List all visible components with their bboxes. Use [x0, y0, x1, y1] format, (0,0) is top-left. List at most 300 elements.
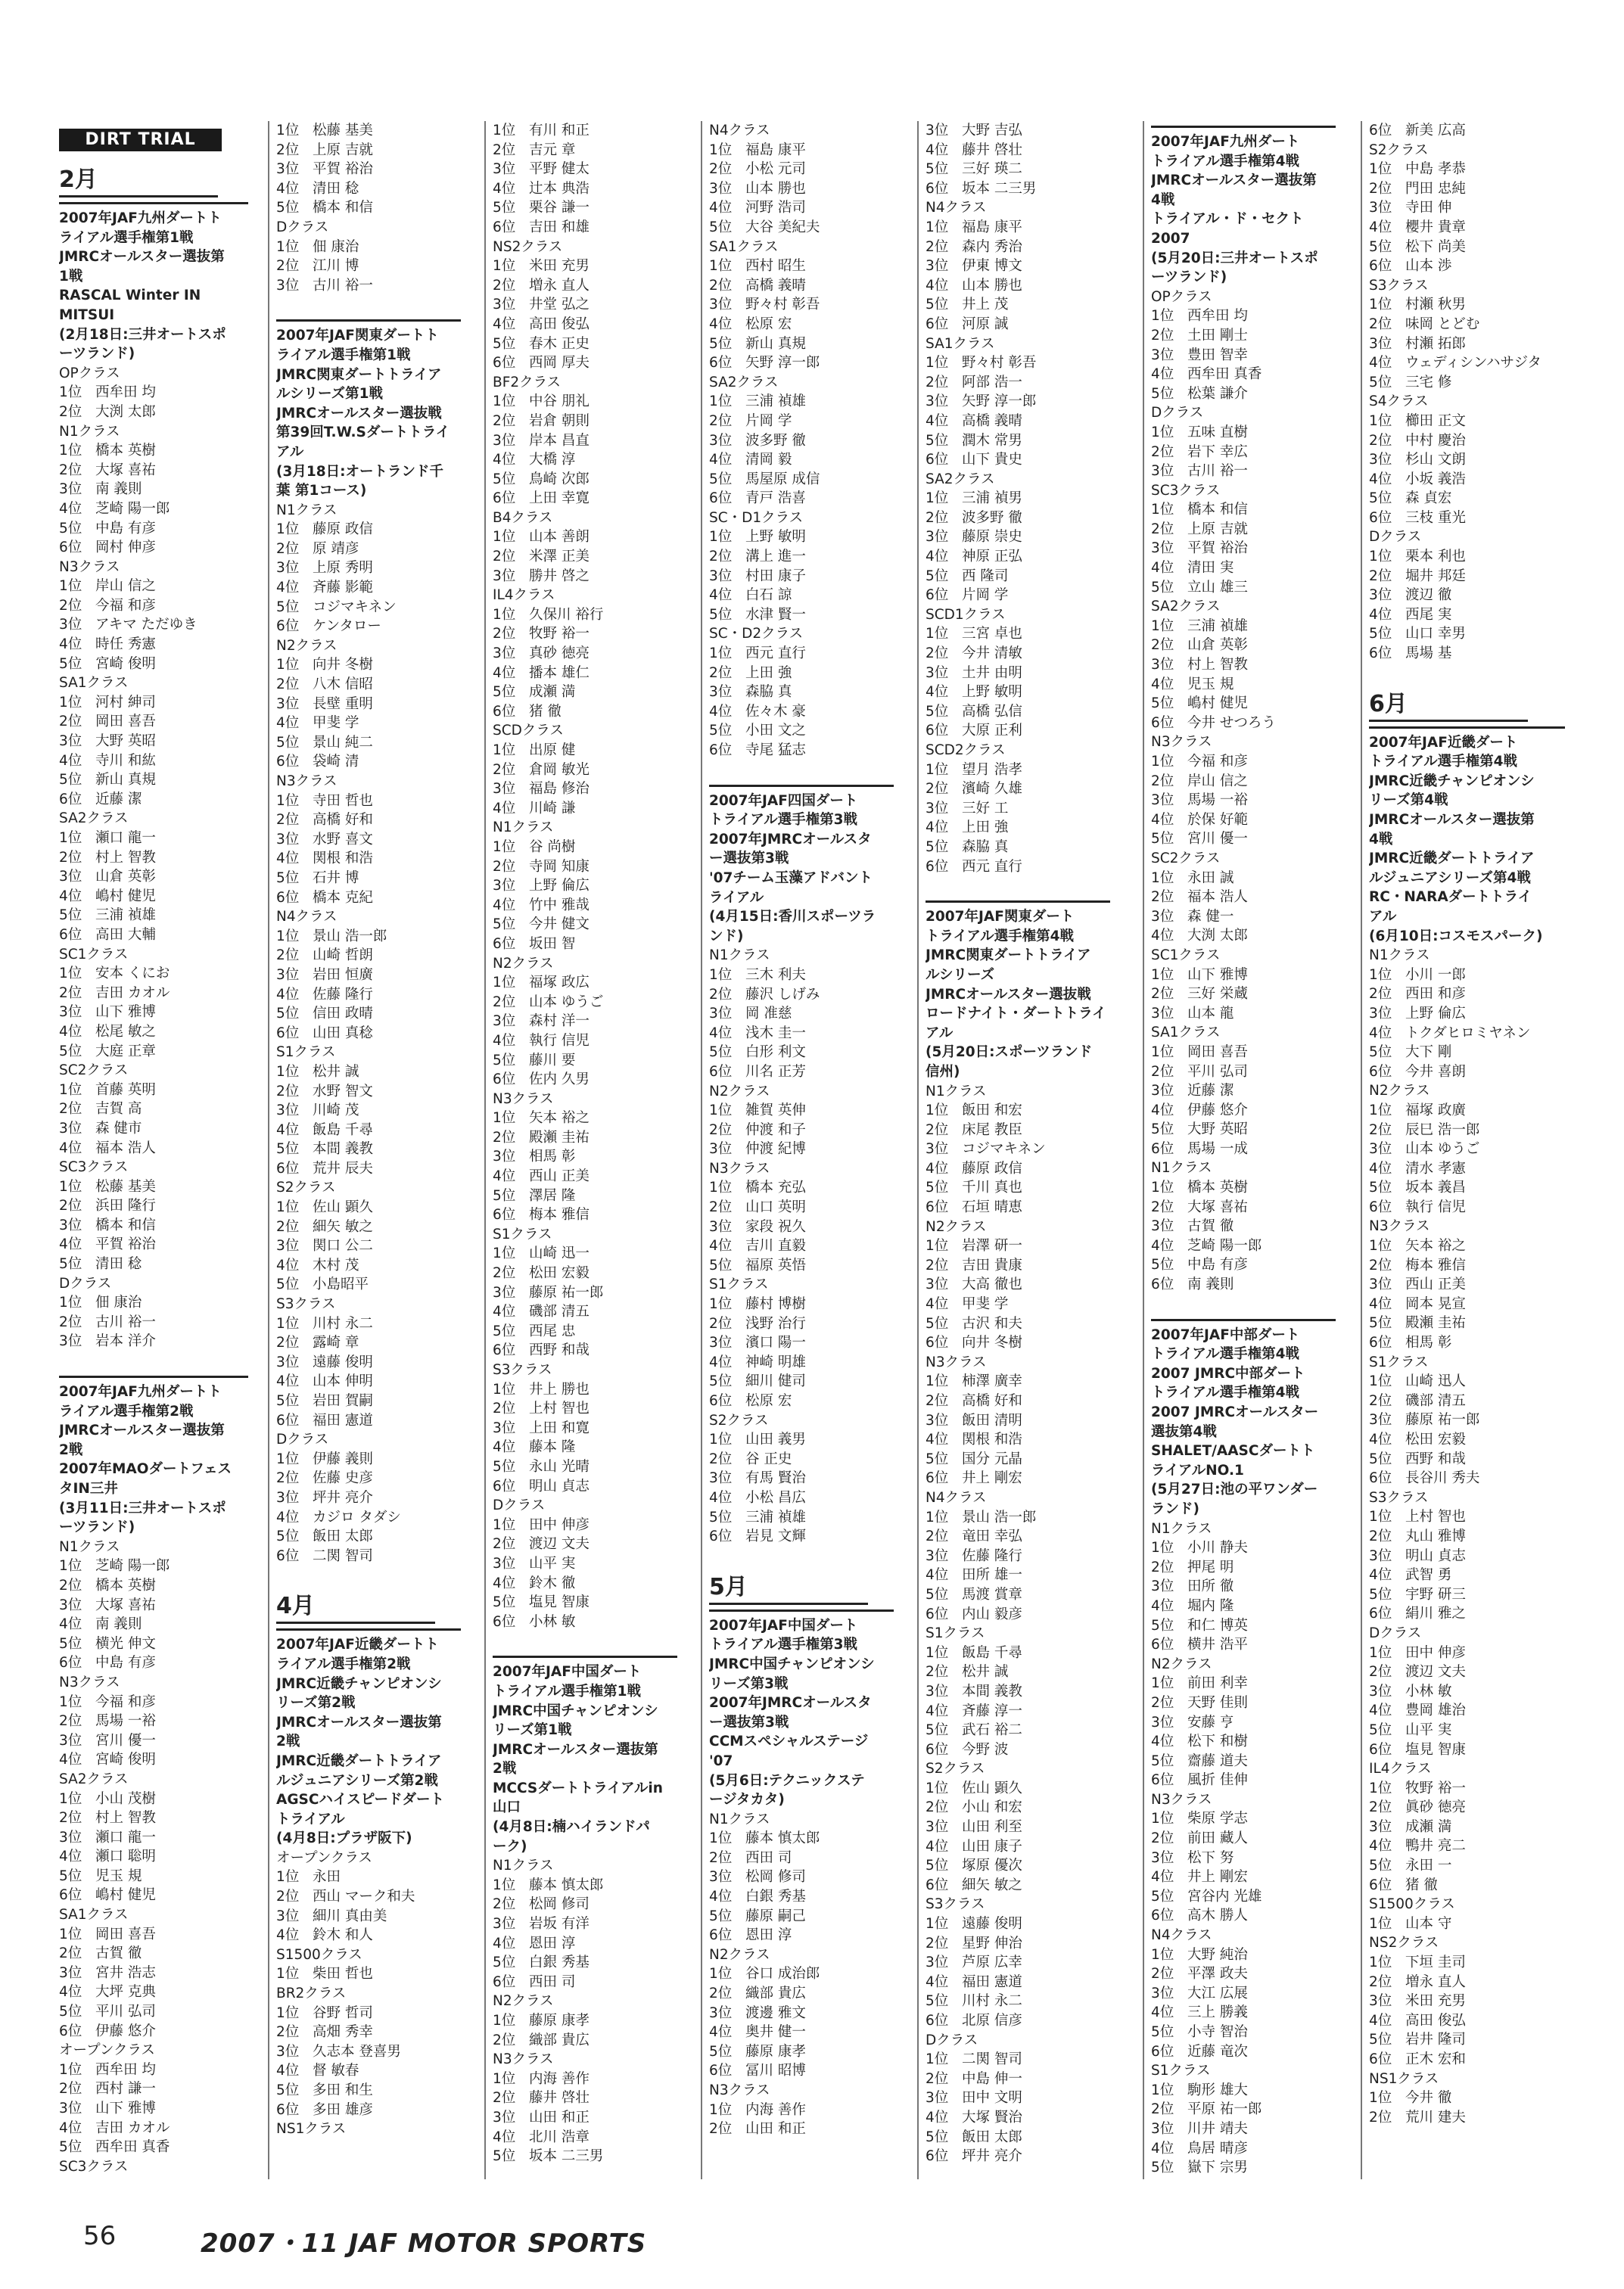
result-row — [1369, 1507, 1565, 1527]
result-row — [59, 790, 248, 810]
driver-name: 山口 英明 — [745, 1199, 806, 1216]
position: 6位 — [709, 1393, 733, 1409]
result-row — [1369, 295, 1565, 315]
position: 2位 — [1151, 637, 1174, 654]
position: 1位 — [493, 258, 516, 275]
event-title-line: アル — [276, 443, 304, 460]
result-row — [493, 1380, 677, 1400]
result-row — [926, 1333, 1110, 1353]
driver-name: 清岡 毅 — [745, 452, 792, 468]
position: 4位 — [276, 1121, 300, 1138]
position: 1位 — [926, 1644, 949, 1661]
result-row — [493, 1593, 677, 1613]
driver-name: 山本 守 — [1405, 1915, 1452, 1932]
position: 5位 — [1151, 1888, 1174, 1905]
result-row — [59, 596, 248, 616]
position: 4位 — [493, 1032, 516, 1049]
result-row — [926, 1876, 1110, 1896]
position: 5位 — [493, 916, 516, 933]
event-title — [59, 202, 248, 364]
driver-name: 伊藤 悠介 — [1187, 1102, 1248, 1118]
result-row — [1151, 1906, 1336, 1926]
result-row — [276, 1004, 461, 1024]
driver-name: 今野 波 — [962, 1741, 1009, 1758]
result-row — [709, 1333, 894, 1353]
result-row — [276, 1101, 461, 1121]
position: 6位 — [926, 1335, 949, 1351]
driver-name: 西岡 厚夫 — [529, 355, 590, 372]
driver-name: 前田 藏人 — [1187, 1830, 1248, 1847]
position: 2位 — [1151, 2101, 1174, 2118]
driver-name: 水津 賢一 — [745, 606, 806, 623]
driver-name: 松下 努 — [1187, 1849, 1234, 1866]
result-row — [1369, 373, 1565, 393]
driver-name: 豊田 智幸 — [1187, 347, 1248, 363]
position: 1位 — [926, 1238, 949, 1255]
result-row — [493, 2128, 677, 2147]
event-title-line: ーツランド) — [59, 346, 135, 362]
position: 3位 — [926, 800, 949, 816]
position: 5位 — [1369, 238, 1392, 255]
driver-name: 小川 静夫 — [1187, 1540, 1248, 1557]
result-row — [1151, 1043, 1336, 1062]
driver-name: 神崎 明雄 — [745, 1354, 806, 1370]
driver-name: 村田 康子 — [745, 568, 806, 584]
position: 3位 — [493, 1149, 516, 1165]
position: 4位 — [1151, 560, 1174, 577]
event-title-line: 2戦 — [493, 1761, 517, 1777]
driver-name: 荒川 建夫 — [1405, 2109, 1466, 2126]
position: 1位 — [709, 529, 733, 546]
position: 2位 — [709, 1199, 733, 1216]
position: 1位 — [493, 1516, 516, 1533]
result-row — [493, 1264, 677, 1283]
driver-name: 清水 孝憲 — [1405, 1160, 1466, 1177]
driver-name: 福田 憲道 — [313, 1412, 373, 1429]
class-heading: S2クラス — [276, 1180, 336, 1196]
result-row — [493, 741, 677, 760]
position: 4位 — [1369, 1567, 1392, 1584]
result-row — [276, 752, 461, 772]
event-title-line: JMRCオールスター選抜第 — [59, 1423, 225, 1439]
event-title-line: JMRC近畿ダートトライア — [276, 1753, 442, 1769]
class-heading: N2クラス — [493, 1993, 554, 2010]
result-row — [709, 1062, 894, 1082]
driver-name: 坪井 亮介 — [313, 1489, 373, 1506]
position: 6位 — [493, 1973, 516, 1990]
result-row — [709, 547, 894, 567]
result-row — [276, 1469, 461, 1488]
driver-name: 山下 雅博 — [95, 1004, 156, 1021]
result-row — [1369, 431, 1565, 451]
driver-name: 山田 真稔 — [313, 1025, 373, 1041]
result-row — [276, 1547, 461, 1566]
position: 2位 — [59, 1577, 82, 1594]
result-row — [709, 1392, 894, 1411]
result-row — [59, 1576, 248, 1596]
driver-name: 高木 勝人 — [1187, 1908, 1248, 1924]
position: 4位 — [926, 1296, 949, 1313]
results-column-6 — [1143, 121, 1336, 2179]
driver-name: 山平 実 — [1405, 1721, 1452, 1738]
driver-name: 井上 茂 — [962, 297, 1009, 313]
position: 5位 — [276, 869, 300, 886]
driver-name: 北原 信彦 — [962, 2013, 1022, 2029]
position: 5位 — [1151, 385, 1174, 402]
position: 4位 — [709, 1025, 733, 1041]
result-row — [926, 1411, 1110, 1431]
position: 2位 — [1369, 180, 1392, 197]
result-row — [1151, 346, 1336, 365]
result-row — [1369, 179, 1565, 199]
driver-name: 橋本 和信 — [1187, 502, 1248, 518]
class-heading: N3クラス — [926, 1354, 987, 1370]
driver-name: 塩見 智康 — [1405, 1741, 1466, 1758]
driver-name: 細川 真由美 — [313, 1908, 387, 1924]
result-row — [709, 1178, 894, 1198]
driver-name: 相馬 彰 — [529, 1149, 576, 1165]
driver-name: 磯部 清五 — [529, 1304, 590, 1320]
result-row — [1369, 586, 1565, 605]
position: 2位 — [59, 1810, 82, 1827]
class-heading: SC1クラス — [1151, 947, 1221, 963]
position: 4位 — [926, 549, 949, 565]
driver-name: 栗本 利也 — [1405, 549, 1466, 565]
position: 3位 — [493, 1420, 516, 1436]
result-row — [1151, 500, 1336, 520]
position: 3位 — [926, 2090, 949, 2107]
driver-name: 坂本 二三男 — [529, 2148, 604, 2165]
driver-name: 今井 せつろう — [1187, 714, 1276, 731]
position: 3位 — [1151, 540, 1174, 557]
driver-name: 片岡 学 — [962, 587, 1009, 604]
position: 3位 — [59, 1004, 82, 1021]
result-row — [59, 1139, 248, 1158]
event-title-line: ーツランド) — [59, 1519, 135, 1536]
result-row — [926, 2128, 1110, 2147]
result-row — [709, 1887, 894, 1907]
position: 2位 — [276, 1083, 300, 1099]
driver-name: 上野 倫広 — [529, 878, 590, 894]
result-row — [493, 1934, 677, 1954]
result-row — [1151, 675, 1336, 695]
position: 2位 — [1369, 2109, 1392, 2126]
position: 6位 — [1369, 2051, 1392, 2067]
position: 4位 — [276, 1509, 300, 1525]
class-heading: Dクラス — [276, 219, 329, 235]
result-row — [1369, 605, 1565, 625]
driver-name: 牧野 裕一 — [1405, 1780, 1466, 1796]
position: 5位 — [493, 1323, 516, 1339]
driver-name: 藤井 啓壮 — [529, 2090, 590, 2107]
result-row — [926, 450, 1110, 470]
driver-name: 平川 弘司 — [1187, 1063, 1248, 1080]
position: 4位 — [276, 715, 300, 732]
result-row — [493, 683, 677, 702]
position: 5位 — [276, 200, 300, 216]
driver-name: 宇野 研三 — [1405, 1586, 1466, 1603]
event-title-line: トライアル選手権第4戦 — [1151, 153, 1300, 169]
driver-name: 飯島 千尋 — [313, 1121, 373, 1138]
position: 6位 — [1151, 1140, 1174, 1157]
result-row — [1151, 1868, 1336, 1887]
result-row — [926, 1295, 1110, 1314]
driver-name: 白銀 秀基 — [745, 1889, 806, 1905]
class-heading: SC2クラス — [1151, 850, 1221, 866]
result-row — [1369, 1721, 1565, 1740]
result-row — [59, 1731, 248, 1751]
result-row — [276, 198, 461, 218]
result-row — [276, 888, 461, 908]
position: 1位 — [276, 238, 300, 255]
position: 1位 — [493, 1110, 516, 1127]
result-row — [709, 1984, 894, 2004]
result-row — [276, 2061, 461, 2081]
position: 2位 — [59, 403, 82, 420]
driver-name: 上村 智也 — [1405, 1509, 1466, 1525]
position: 1位 — [276, 928, 300, 944]
driver-name: 森 健一 — [1187, 908, 1234, 925]
result-row — [1151, 1693, 1336, 1713]
class-heading: NS1クラス — [276, 2121, 347, 2138]
result-row — [1369, 2011, 1565, 2031]
position: 1位 — [276, 657, 300, 673]
class-heading: SA2クラス — [59, 810, 129, 827]
result-row — [59, 1964, 248, 1983]
result-row — [276, 1926, 461, 1945]
position: 4位 — [59, 1752, 82, 1768]
result-row — [926, 141, 1110, 160]
position: 3位 — [493, 432, 516, 449]
position: 5位 — [1151, 1257, 1174, 1274]
driver-name: 大谷 美紀夫 — [745, 219, 820, 235]
result-row — [1369, 1644, 1565, 1663]
driver-name: 松岡 修司 — [529, 1896, 590, 1913]
result-row — [59, 2022, 248, 2042]
section-tag: DIRT TRIAL — [59, 129, 222, 151]
class-heading: N4クラス — [926, 200, 987, 216]
driver-name: 大塚 賢治 — [962, 2109, 1022, 2126]
driver-name: 矢野 淳一郎 — [745, 355, 820, 372]
driver-name: 有川 和正 — [529, 123, 590, 138]
event-title-line: 葉 第1コース) — [276, 483, 367, 499]
position: 3位 — [709, 1218, 733, 1235]
result-row — [1369, 238, 1565, 257]
driver-name: 大江 広展 — [1187, 1985, 1248, 2001]
result-row — [276, 1353, 461, 1373]
class-heading: OPクラス — [59, 365, 120, 381]
result-row — [59, 732, 248, 751]
position: 5位 — [926, 297, 949, 313]
result-row — [1151, 926, 1336, 946]
driver-name: 南 義則 — [1187, 1277, 1234, 1293]
driver-name: 水野 喜文 — [313, 831, 373, 847]
driver-name: 瀬口 聡明 — [95, 1849, 156, 1865]
position: 1位 — [493, 975, 516, 991]
position: 1位 — [276, 521, 300, 538]
position: 2位 — [1151, 1830, 1174, 1847]
event-title-line: ルジュニアシリーズ第4戦 — [1369, 869, 1531, 886]
position: 4位 — [1151, 2004, 1174, 2021]
driver-name: 平賀 裕治 — [313, 161, 373, 178]
result-row — [1369, 489, 1565, 508]
driver-name: 南 義則 — [95, 1616, 142, 1633]
position: 5位 — [709, 219, 733, 235]
event-title-line: アル — [926, 1025, 954, 1041]
position: 3位 — [276, 695, 300, 712]
position: 4位 — [926, 1973, 949, 1990]
position: 3位 — [1151, 1578, 1174, 1595]
position: 1位 — [493, 393, 516, 410]
driver-name: 浅木 圭一 — [745, 1025, 806, 1041]
driver-name: 雑賀 英伸 — [745, 1103, 806, 1119]
position: 1位 — [926, 761, 949, 778]
result-row — [926, 799, 1110, 819]
driver-name: 小林 敏 — [1405, 1683, 1452, 1700]
driver-name: 宮谷内 光雄 — [1187, 1888, 1262, 1905]
driver-name: 上田 強 — [962, 819, 1009, 836]
result-row — [1369, 1740, 1565, 1760]
result-row — [1369, 1333, 1565, 1353]
result-row — [1151, 2139, 1336, 2159]
driver-name: 首藤 英明 — [95, 1081, 156, 1098]
driver-name: 佐山 顕久 — [962, 1780, 1022, 1796]
driver-name: 露崎 章 — [313, 1335, 359, 1351]
class-heading: N2クラス — [276, 637, 338, 654]
result-row — [59, 519, 248, 539]
position: 1位 — [926, 355, 949, 372]
driver-name: 久志本 登喜男 — [313, 2043, 401, 2060]
result-row — [1369, 1159, 1565, 1179]
position: 4位 — [1369, 1838, 1392, 1855]
class-heading: N4クラス — [276, 909, 338, 925]
class-heading: NS2クラス — [1369, 1935, 1439, 1952]
result-row — [276, 276, 461, 296]
position: 2位 — [1151, 1966, 1174, 1983]
position: 5位 — [493, 200, 516, 216]
position: 3位 — [59, 1333, 82, 1350]
result-row — [709, 1198, 894, 1218]
driver-name: 佃 康治 — [313, 238, 359, 255]
result-row — [1369, 1798, 1565, 1818]
position: 1位 — [926, 1103, 949, 1119]
event-title-line: ー選抜第3戦 — [709, 851, 789, 867]
spacer — [59, 1351, 248, 1371]
position: 5位 — [276, 2082, 300, 2098]
position: 3位 — [709, 1006, 733, 1022]
position: 3位 — [59, 617, 82, 633]
driver-name: 吉田 和雄 — [529, 219, 590, 235]
driver-name: 芝崎 陽一郎 — [1187, 1237, 1262, 1254]
result-row — [493, 315, 677, 334]
driver-name: 下垣 圭司 — [1405, 1955, 1466, 1971]
position: 1位 — [59, 1081, 82, 1098]
result-row — [926, 1547, 1110, 1566]
driver-name: 溝上 進一 — [745, 549, 806, 565]
driver-name: 藤本 慎太郎 — [529, 1877, 604, 1893]
position: 4位 — [1369, 2012, 1392, 2029]
class-heading: N2クラス — [1369, 1083, 1430, 1099]
driver-name: 佐藤 史彦 — [313, 1470, 373, 1487]
position: 6位 — [59, 2023, 82, 2039]
event-title-line: 山口 — [493, 1799, 521, 1816]
result-row — [709, 1964, 894, 1984]
event-title-line: (6月10日:コスモスパーク) — [1369, 928, 1543, 944]
driver-name: 中島 有彦 — [95, 1655, 156, 1672]
driver-name: 山本 勝也 — [745, 180, 806, 197]
driver-name: 西田 司 — [529, 1973, 576, 1990]
result-row — [709, 489, 894, 508]
event-title-line: JMRC中国チャンピオンシ — [493, 1703, 658, 1719]
driver-name: 石垣 晴恵 — [962, 1199, 1022, 1216]
result-row — [1369, 315, 1565, 334]
result-row — [709, 1101, 894, 1121]
position: 2位 — [493, 142, 516, 158]
driver-name: 山本 ゆうご — [1405, 1141, 1480, 1158]
position: 1位 — [59, 1693, 82, 1710]
driver-name: 齋藤 道夫 — [1187, 1753, 1248, 1769]
driver-name: 藤原 政信 — [313, 521, 373, 538]
result-row — [709, 702, 894, 722]
position: 1位 — [276, 1063, 300, 1080]
driver-name: 近藤 潔 — [1187, 1083, 1234, 1099]
result-row — [276, 141, 461, 160]
driver-name: 大野 英昭 — [1187, 1121, 1248, 1138]
driver-name: 小松 元司 — [745, 161, 806, 178]
result-row — [493, 334, 677, 354]
result-row — [1369, 1178, 1565, 1198]
result-row — [709, 141, 894, 160]
result-row — [709, 392, 894, 412]
position: 1位 — [493, 123, 516, 138]
driver-name: 野々村 彰吾 — [962, 355, 1037, 372]
result-row — [1369, 1275, 1565, 1295]
driver-name: 川村 永二 — [313, 1315, 373, 1332]
driver-name: 細矢 敏之 — [962, 1877, 1022, 1893]
position: 5位 — [1369, 1044, 1392, 1061]
position: 1位 — [493, 1246, 516, 1262]
position: 3位 — [493, 1555, 516, 1572]
result-row — [1151, 2023, 1336, 2042]
driver-name: 春木 正史 — [529, 335, 590, 352]
result-row — [276, 849, 461, 869]
spacer — [276, 295, 461, 315]
position: 2位 — [926, 1121, 949, 1138]
result-row — [926, 1798, 1110, 1818]
event-title-line: 2007 JMRC中部ダート — [1151, 1365, 1305, 1382]
event-title-line: ージタカタ) — [709, 1792, 785, 1808]
result-row — [1369, 1450, 1565, 1470]
result-row — [493, 431, 677, 451]
position: 2位 — [709, 161, 733, 178]
driver-name: 西牟田 均 — [1187, 308, 1248, 325]
class-heading: N2クラス — [926, 1218, 987, 1235]
driver-name: 藤原 崇史 — [962, 529, 1022, 546]
result-row — [926, 1178, 1110, 1198]
driver-name: 橋本 英樹 — [1187, 1180, 1248, 1196]
position: 2位 — [276, 258, 300, 275]
driver-name: 藤川 要 — [529, 1052, 576, 1068]
driver-name: 小坂 義浩 — [1405, 471, 1466, 487]
position: 3位 — [709, 297, 733, 313]
position: 1位 — [926, 1509, 949, 1525]
position: 3位 — [1151, 1005, 1174, 1022]
driver-name: 本間 義教 — [962, 1683, 1022, 1700]
position: 5位 — [926, 2129, 949, 2145]
result-row — [709, 2101, 894, 2120]
result-row — [493, 1283, 677, 1303]
position: 3位 — [276, 560, 300, 577]
